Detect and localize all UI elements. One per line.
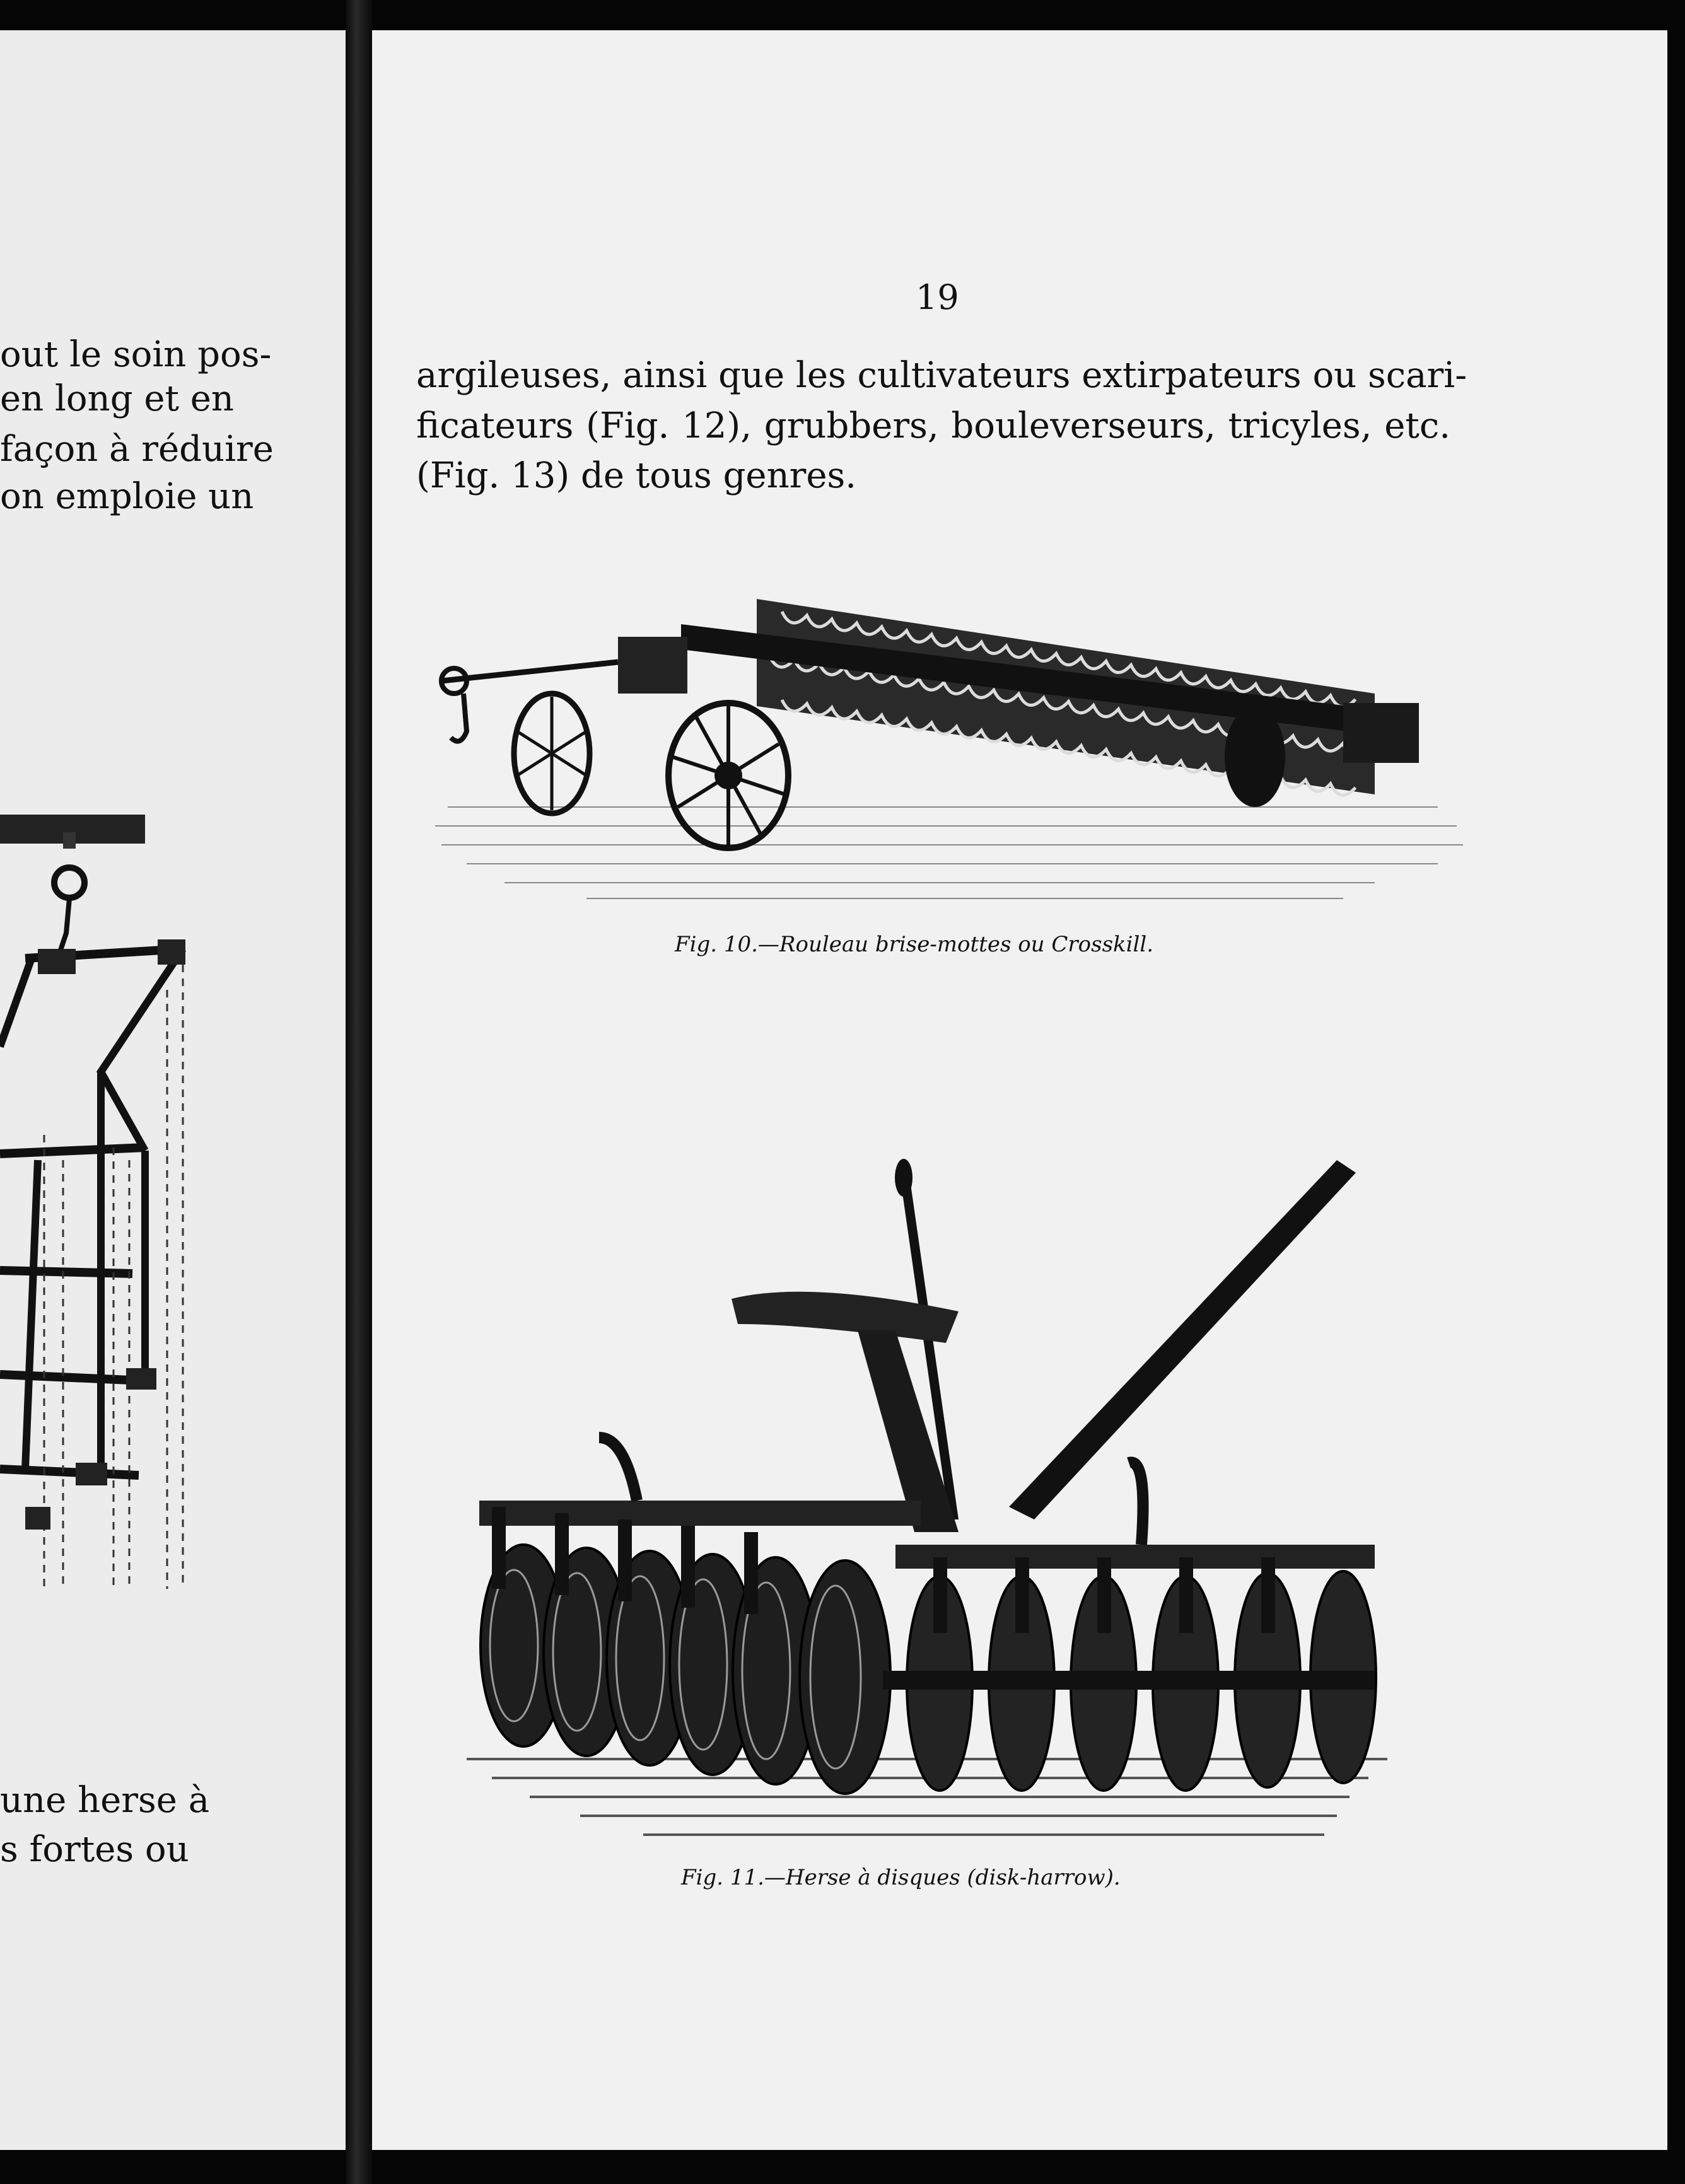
figure-10-caption: Fig. 10.—Rouleau brise-mottes ou Crosskill. <box>675 932 1154 957</box>
left-text-line-2: en long et en <box>0 378 234 419</box>
harrow-illustration <box>0 807 202 1601</box>
paragraph-line-3: (Fig. 13) de tous genres. <box>416 455 857 496</box>
crosskill-roller-illustration <box>429 567 1476 933</box>
left-text-line-1: out le soin pos- <box>0 334 272 375</box>
left-text-line-3: façon à réduire <box>0 429 274 470</box>
left-text-line-4: on emploie un <box>0 476 254 517</box>
paragraph-line-2: ficateurs (Fig. 12), grubbers, bouleverseurs, tricyles, etc. <box>416 405 1450 446</box>
left-bottom-line-1: une herse à <box>0 1780 210 1821</box>
paragraph-line-1: argileuses, ainsi que les cultivateurs extirpateurs ou scari- <box>416 355 1467 396</box>
left-bottom-line-2: s fortes ou <box>0 1829 189 1870</box>
figure-11-caption: Fig. 11.—Herse à disques (disk-harrow). <box>681 1865 1121 1890</box>
disk-harrow-illustration <box>454 1141 1413 1866</box>
book-gutter <box>346 0 372 2184</box>
page-number: 19 <box>916 277 959 317</box>
